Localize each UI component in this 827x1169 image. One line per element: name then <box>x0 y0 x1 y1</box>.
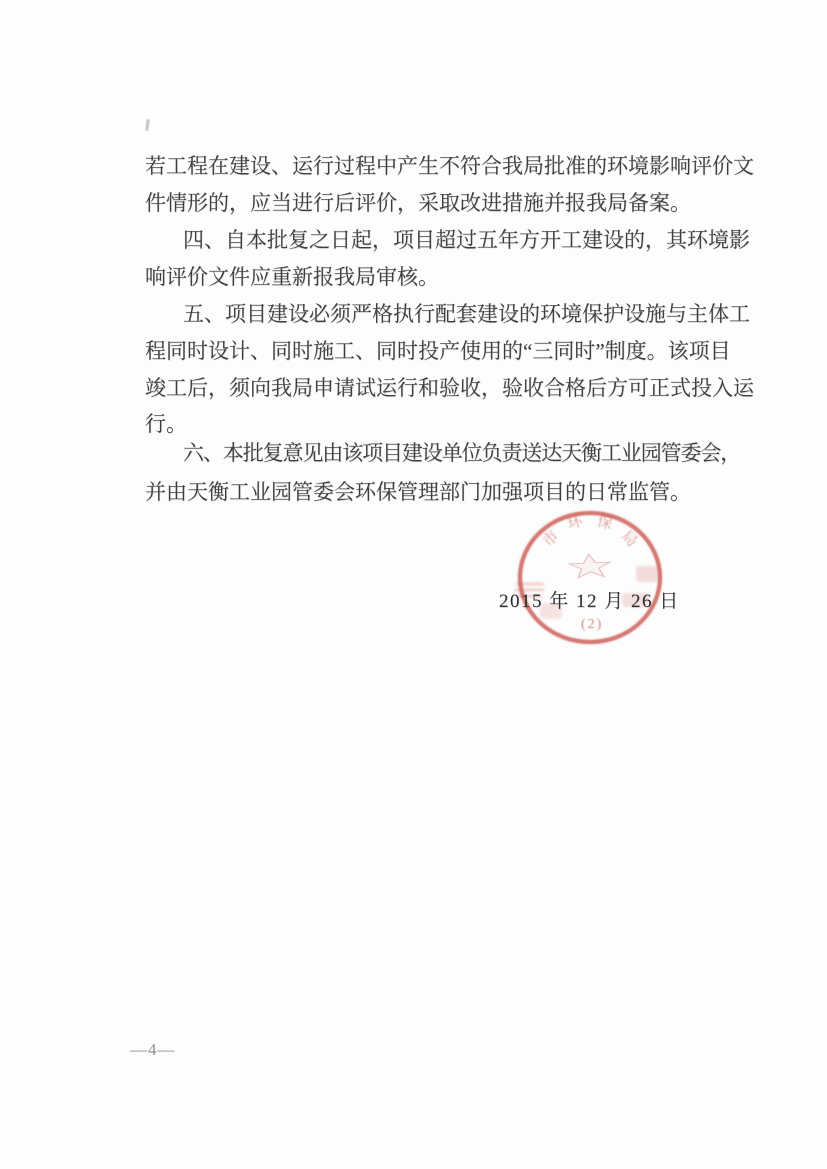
page-number: —4— <box>130 1040 176 1059</box>
body-line-item-five: 五、项目建设必须严格执行配套建设的环境保护设施与主体工 <box>183 302 750 326</box>
body-line: 若工程在建设、运行过程中产生不符合我局批准的环境影响评价文 <box>145 154 754 178</box>
body-line-item-six: 六、本批复意见由该项目建设单位负责送达天衡工业园管委会， <box>183 441 741 465</box>
body-line: 行。 <box>145 412 187 436</box>
star-icon <box>565 552 614 582</box>
body-line: 响评价文件应重新报我局审核。 <box>145 265 439 289</box>
body-line: 程同时设计、同时施工、同时投产使用的“三同时”制度。该项目 <box>145 339 731 363</box>
body-line: 件情形的，应当进行后评价，采取改进措施并报我局备案。 <box>145 191 691 215</box>
scan-artifact <box>145 119 150 131</box>
seal-arc-char: 局 <box>617 528 640 551</box>
seal-number: (2) <box>581 617 604 632</box>
seal-arc-char: 保 <box>595 513 615 533</box>
body-line: 并由天衡工业园管委会环保管理部门加强项目的日常监管。 <box>145 480 691 504</box>
seal-arc-char: 市 <box>540 528 563 551</box>
body-line-item-four: 四、自本批复之日起，项目超过五年方开工建设的，其环境影 <box>183 228 750 252</box>
seal-fragment <box>516 583 544 585</box>
document-date: 2015 年 12 月 26 日 <box>499 591 680 612</box>
body-line: 竣工后，须向我局申请试运行和验收，验收合格后方可正式投入运 <box>145 376 754 400</box>
seal-fragment <box>636 566 658 582</box>
seal-arc-char: 环 <box>565 513 585 533</box>
official-red-seal <box>518 511 662 644</box>
